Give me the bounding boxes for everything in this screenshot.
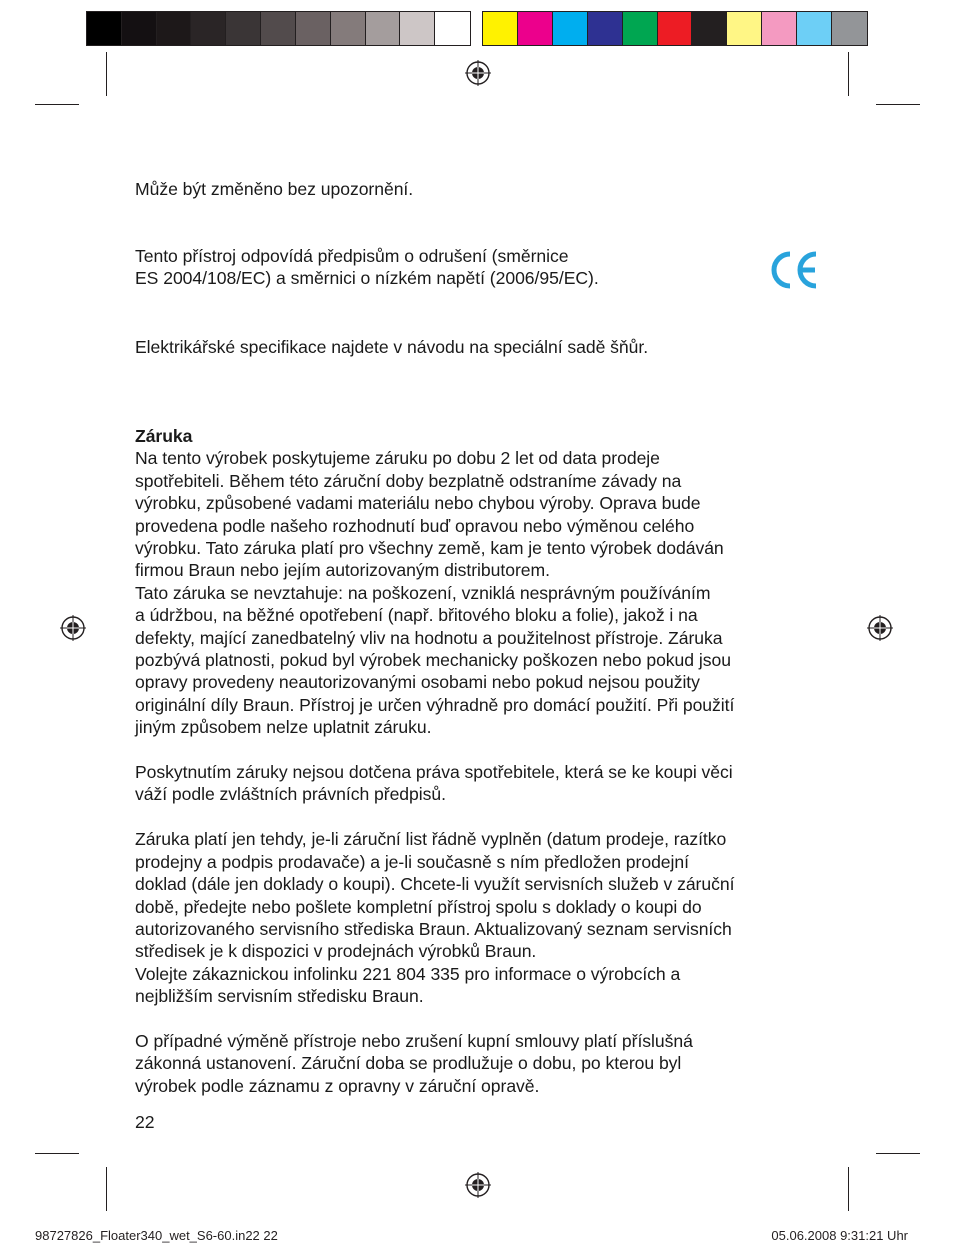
color-swatch xyxy=(727,12,762,45)
color-swatch xyxy=(692,12,727,45)
warranty-line: O případné výměně přístroje nebo zrušení kupní smlouvy platí příslušná xyxy=(135,1030,693,1051)
warranty-line: nejbližším servisním středisku Braun. xyxy=(135,986,424,1007)
warranty-line: výrobek podle záznamu z opravny v záruční opravě. xyxy=(135,1075,540,1096)
warranty-line: zákonná ustanovení. Záruční doba se prodlužuje o dobu, po kterou byl xyxy=(135,1053,682,1074)
warranty-heading: Záruka xyxy=(135,426,193,446)
warranty-paragraph xyxy=(135,1030,734,1097)
color-swatch xyxy=(658,12,693,45)
crop-mark xyxy=(106,52,107,96)
warranty-line: prodejny a podpis prodavače) a je-li současně s ním předložen prodejní xyxy=(135,851,689,872)
warranty-paragraph xyxy=(135,828,734,1007)
warranty-line: Poskytnutím záruky nejsou dotčena práva spotřebitele, která se ke koupi věci xyxy=(135,762,733,783)
electrical-note xyxy=(135,336,648,358)
color-swatch xyxy=(435,12,470,45)
crop-mark xyxy=(35,1153,79,1154)
color-swatch xyxy=(483,12,518,45)
warranty-line: pozbývá platnosti, pokud byl výrobek mechanicky poškozen nebo pokud jsou xyxy=(135,650,731,671)
footer-timestamp: 05.06.2008 9:31:21 Uhr xyxy=(771,1228,908,1243)
registration-mark-icon xyxy=(867,615,893,641)
warranty-line: opravy provedeny neautorizovanými osobami nebo pokud nejsou použity xyxy=(135,672,700,693)
warranty-line: originální díly Braun. Přístroj je určen výhradně pro domácí použití. Při použití xyxy=(135,694,735,715)
crop-mark xyxy=(876,1153,920,1154)
warranty-section xyxy=(135,425,734,1097)
warranty-paragraph xyxy=(135,447,734,738)
crop-mark xyxy=(848,1167,849,1211)
warranty-line: firmou Braun nebo jejím autorizovaným distributorem. xyxy=(135,560,550,581)
color-swatch xyxy=(400,12,435,45)
color-swatch xyxy=(296,12,331,45)
footer-file-info: 98727826_Floater340_wet_S6-60.in22 22 xyxy=(35,1228,278,1243)
color-swatch xyxy=(623,12,658,45)
warranty-line: doklad (dále jen doklady o koupi). Chcete-li využít servisních služeb v záruční xyxy=(135,874,735,895)
registration-mark-icon xyxy=(60,615,86,641)
page-number xyxy=(135,1111,154,1133)
warranty-line: a údržbou, na běžné opotřebení (např. břitového bloku a folie), jakož i na xyxy=(135,605,698,626)
change-notice-text: Může být změněno bez upozornění. xyxy=(135,179,414,199)
warranty-line: provedena podle našeho rozhodnutí buď opravou nebo výměnou celého xyxy=(135,515,695,536)
page-number-text: 22 xyxy=(135,1112,155,1132)
compliance-line: Tento přístroj odpovídá předpisům o odrušení (směrnice xyxy=(135,246,569,266)
warranty-line: výrobku, způsobené vadami materiálu nebo chybou výroby. Oprava bude xyxy=(135,493,701,514)
warranty-line: autorizovaného servisního střediska Braun. Aktualizovaný seznam servisních xyxy=(135,918,732,939)
crop-mark xyxy=(35,104,79,105)
color-swatch xyxy=(122,12,157,45)
warranty-line: spotřebiteli. Během této záruční doby bezplatně odstraníme závady na xyxy=(135,470,682,491)
warranty-line: době, předejte nebo pošlete kompletní přístroj spolu s doklady o koupi do xyxy=(135,896,702,917)
grayscale-calibration-bar xyxy=(86,11,471,46)
color-swatch xyxy=(518,12,553,45)
warranty-line: Na tento výrobek poskytujeme záruku po dobu 2 let od data prodeje xyxy=(135,448,660,469)
change-notice xyxy=(135,178,413,200)
color-swatch xyxy=(87,12,122,45)
warranty-line: výrobku. Tato záruka platí pro všechny země, kam je tento výrobek dodáván xyxy=(135,538,724,559)
warranty-line: váží podle zvláštních právních předpisů. xyxy=(135,784,446,805)
color-swatch xyxy=(226,12,261,45)
crop-mark xyxy=(106,1167,107,1211)
compliance-line: ES 2004/108/EC) a směrnici o nízkém napětí (2006/95/EC). xyxy=(135,268,599,289)
warranty-line: středisek je k dispozici v prodejnách výrobků Braun. xyxy=(135,941,537,962)
color-swatch xyxy=(331,12,366,45)
color-swatch xyxy=(191,12,226,45)
color-swatch xyxy=(261,12,296,45)
crop-mark xyxy=(848,52,849,96)
warranty-paragraph xyxy=(135,761,734,806)
ce-mark-icon xyxy=(768,248,822,292)
color-swatch xyxy=(832,12,867,45)
color-calibration-bar xyxy=(482,11,868,46)
color-swatch xyxy=(157,12,192,45)
color-swatch xyxy=(588,12,623,45)
warranty-line: Volejte zákaznickou infolinku 221 804 335 pro informace o výrobcích a xyxy=(135,963,681,984)
electrical-note-text: Elektrikářské specifikace najdete v návodu na speciální sadě šňůr. xyxy=(135,337,649,357)
color-swatch xyxy=(553,12,588,45)
color-swatch xyxy=(366,12,401,45)
color-swatch xyxy=(797,12,832,45)
warranty-line: Tato záruka se nevztahuje: na poškození, vzniklá nesprávným používáním xyxy=(135,582,711,603)
registration-mark-icon xyxy=(465,60,491,86)
warranty-line: jiným způsobem nelze uplatnit záruku. xyxy=(135,717,432,738)
warranty-line: defekty, mající zanedbatelný vliv na hodnotu a použitelnost přístroje. Záruka xyxy=(135,627,723,648)
registration-mark-icon xyxy=(465,1172,491,1198)
color-swatch xyxy=(762,12,797,45)
warranty-line: Záruka platí jen tehdy, je-li záruční list řádně vyplněn (datum prodeje, razítko xyxy=(135,829,727,850)
crop-mark xyxy=(876,104,920,105)
compliance-statement xyxy=(135,245,599,290)
